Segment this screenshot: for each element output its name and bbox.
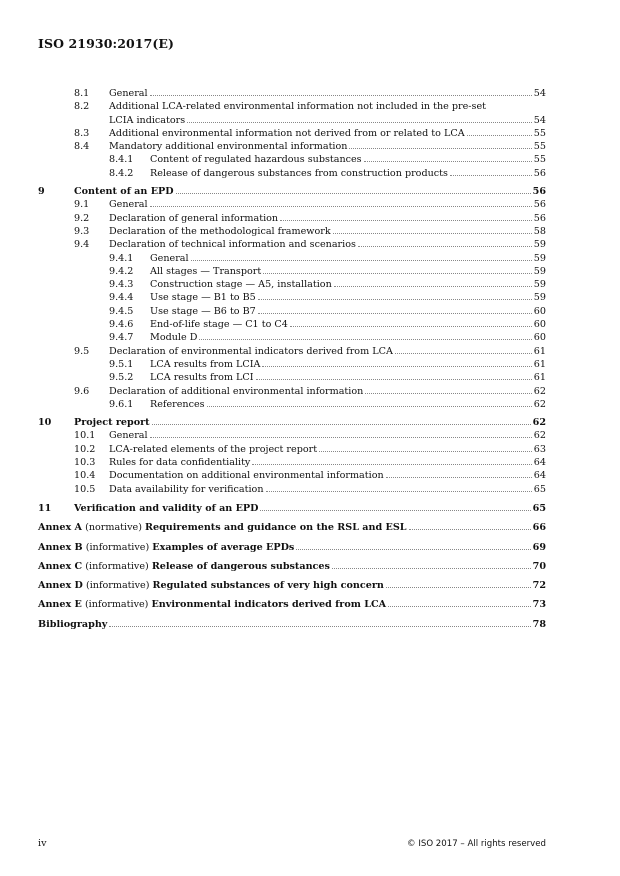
toc-page: 58 [533, 225, 546, 237]
toc-title: LCA-related elements of the project report [109, 443, 318, 455]
copyright-notice: © ISO 2017 – All rights reserved [407, 839, 546, 849]
toc-number: 9 [38, 186, 45, 198]
toc-entry-9-4-4[interactable] [38, 291, 546, 304]
toc-page: 59 [533, 252, 546, 264]
toc-number: 9.4 [74, 239, 90, 251]
toc-entry-8-2[interactable] [38, 100, 546, 113]
toc-number: 9.4.6 [109, 319, 134, 331]
toc-number: 8.1 [74, 88, 90, 99]
toc-title: Content of an EPD [74, 186, 174, 198]
toc-page: 54 [533, 88, 546, 99]
toc-title: Mandatory additional environmental information [109, 141, 348, 153]
toc-entry-9-4-2[interactable] [38, 265, 546, 278]
toc-number: 9.3 [74, 225, 90, 237]
toc-number: 9.6.1 [109, 398, 134, 410]
annex-label: Annex C [38, 560, 83, 572]
toc-entry-9-4-3[interactable] [38, 278, 546, 291]
toc-page: 59 [533, 292, 546, 304]
toc-entry-10-2[interactable] [38, 443, 546, 456]
toc-title: Additional LCA-related environmental information not included in the pre-set [109, 101, 486, 113]
toc-title: Bibliography [38, 618, 108, 630]
toc-page: 63 [533, 443, 546, 455]
toc-page: 56 [533, 199, 546, 211]
toc-entry-9-5[interactable] [38, 345, 546, 358]
toc-number: 9.5.2 [109, 372, 134, 384]
toc-entry-9[interactable] [38, 185, 546, 198]
toc-title: Project report [74, 417, 150, 429]
toc-page: 66 [532, 522, 546, 534]
toc-title: End-of-life stage — C1 to C4 [150, 319, 288, 331]
toc-title: Documentation on additional environmental information [109, 470, 384, 482]
toc-page: 62 [532, 417, 546, 429]
toc-number: 11 [38, 502, 52, 514]
toc-title: References [150, 398, 205, 410]
toc-entry-9-5-2[interactable] [38, 371, 546, 384]
toc-title: Use stage — B6 to B7 [150, 305, 256, 317]
toc-number: 10 [38, 417, 52, 429]
toc-number: 8.4 [74, 141, 90, 153]
toc-page: 61 [533, 372, 546, 384]
toc-number: 9.4.2 [109, 265, 134, 277]
toc-entry-8-1[interactable] [38, 87, 546, 100]
toc-number: 10.1 [74, 430, 96, 442]
document-id: ISO 21930:2017(E) [38, 36, 175, 51]
toc-page: 59 [533, 265, 546, 277]
toc-entry-9-6-1[interactable] [38, 398, 546, 411]
toc-entry-annex-e[interactable] [38, 598, 546, 611]
toc-entry-8-4-1[interactable] [38, 153, 546, 166]
toc-number: 9.5.1 [109, 358, 134, 370]
toc-number: 8.3 [74, 127, 90, 139]
toc-title: Construction stage — A5, installation [150, 279, 332, 291]
toc-title: Rules for data confidentiality [109, 457, 251, 469]
toc-number: 9.4.5 [109, 305, 134, 317]
toc-page: 73 [532, 599, 546, 611]
toc-page: 55 [533, 141, 546, 153]
toc-title: Verification and validity of an EPD [74, 502, 259, 514]
toc-title: Declaration of additional environmental information [109, 385, 364, 397]
toc-page: 60 [533, 332, 546, 344]
annex-title: Examples of average EPDs [152, 541, 295, 553]
toc-title: General [109, 88, 148, 99]
annex-title: Requirements and guidance on the RSL and ESL [145, 522, 407, 534]
toc-entry-9-5-1[interactable] [38, 358, 546, 371]
toc-entry-10-4[interactable] [38, 469, 546, 482]
toc-title: Declaration of technical information and scenarios [109, 239, 356, 251]
toc-entry-9-4-5[interactable] [38, 305, 546, 318]
toc-entry-9-6[interactable] [38, 385, 546, 398]
toc-number: 9.5 [74, 345, 90, 357]
toc-title: Data availability for verification [109, 483, 264, 495]
toc-page: 65 [532, 502, 546, 514]
toc-entry-annex-b[interactable] [38, 541, 546, 554]
toc-entry-9-4-1[interactable] [38, 252, 546, 265]
toc-title: LCA results from LCI [150, 372, 254, 384]
toc-number: 10.5 [74, 483, 96, 495]
toc-entry-annex-a[interactable] [38, 521, 546, 534]
toc-title: Declaration of environmental indicators derived from LCA [109, 345, 393, 357]
toc-entry-8-4[interactable] [38, 140, 546, 153]
toc-title: General [109, 199, 148, 211]
toc-number: 8.4.2 [109, 167, 134, 179]
toc-number: 9.2 [74, 212, 90, 224]
toc-page: 64 [533, 457, 546, 469]
toc-number: 9.4.4 [109, 292, 134, 304]
toc-page: 55 [533, 127, 546, 139]
toc-page: 61 [533, 358, 546, 370]
annex-title: Environmental indicators derived from LCA [151, 599, 387, 611]
toc-entry-8-4-2[interactable] [38, 167, 546, 180]
toc-page: 59 [533, 239, 546, 251]
annex-label: Annex B [38, 541, 83, 553]
toc-entry-9-4-6[interactable] [38, 318, 546, 331]
toc-title: Declaration of the methodological framework [109, 225, 331, 237]
toc-page: 55 [533, 154, 546, 166]
toc-number: 9.1 [74, 199, 90, 211]
toc-title: General [109, 430, 148, 442]
toc-number: 8.4.1 [109, 154, 134, 166]
annex-kind: (informative) [84, 599, 149, 611]
toc-number: 9.4.1 [109, 252, 134, 264]
toc-page: 61 [533, 345, 546, 357]
toc-page: 56 [533, 212, 546, 224]
toc-entry-8-2-continued[interactable] [38, 114, 546, 127]
toc-title: LCA results from LCIA [150, 358, 261, 370]
annex-title: Regulated substances of very high concern [152, 580, 384, 592]
annex-label: Annex E [38, 599, 82, 611]
toc-page: 62 [533, 385, 546, 397]
toc-title: Declaration of general information [109, 212, 279, 224]
toc-title-continued: LCIA indicators [109, 114, 186, 126]
toc-title: General [150, 252, 189, 264]
annex-kind: (normative) [85, 522, 142, 534]
toc-title: All stages — Transport [150, 265, 262, 277]
toc-number: 9.4.7 [109, 332, 134, 344]
annex-kind: (informative) [85, 560, 149, 572]
toc-number: 10.3 [74, 457, 96, 469]
toc-entry-10-1[interactable] [38, 429, 546, 442]
toc-entry-9-4-7[interactable] [38, 331, 546, 344]
toc-title: Additional environmental information not derived from or related to LCA [109, 127, 465, 139]
toc-page: 78 [532, 618, 546, 630]
toc-title: Module D [150, 332, 198, 344]
toc-entry-10-5[interactable] [38, 483, 546, 496]
toc-page: 54 [533, 114, 546, 126]
toc-number: 9.6 [74, 385, 90, 397]
toc-number: 10.4 [74, 470, 96, 482]
toc-entry-10-3[interactable] [38, 456, 546, 469]
toc-entry-9-4[interactable] [38, 238, 546, 251]
toc-title: Release of dangerous substances from construction products [150, 167, 448, 179]
annex-kind: (informative) [85, 580, 150, 592]
toc-title: Use stage — B1 to B5 [150, 292, 256, 304]
toc-entry-annex-d[interactable] [38, 579, 546, 592]
toc-page: 56 [533, 167, 546, 179]
annex-kind: (informative) [85, 541, 150, 553]
toc-page: 56 [532, 186, 546, 198]
toc-entry-9-2[interactable] [38, 212, 546, 225]
toc-entry-bibliography[interactable] [38, 618, 546, 631]
toc-entry-11[interactable] [38, 502, 546, 515]
page-number: iv [38, 838, 47, 849]
toc-entry-9-3[interactable] [38, 225, 546, 238]
toc-entry-10[interactable] [38, 416, 546, 429]
annex-title: Release of dangerous substances [151, 560, 330, 572]
toc-entry-8-3[interactable] [38, 127, 546, 140]
toc-title: Content of regulated hazardous substances [150, 154, 362, 166]
toc-number: 10.2 [74, 443, 96, 455]
toc-number: 9.4.3 [109, 279, 134, 291]
toc-page: 62 [533, 430, 546, 442]
toc-page: 70 [532, 560, 546, 572]
toc-page: 64 [533, 470, 546, 482]
annex-label: Annex D [38, 580, 83, 592]
toc-entry-annex-c[interactable] [38, 560, 546, 573]
toc-number: 8.2 [74, 101, 90, 113]
toc-page: 62 [533, 398, 546, 410]
toc-page: 69 [532, 541, 546, 553]
table-of-contents [38, 87, 546, 631]
toc-page: 60 [533, 319, 546, 331]
toc-entry-9-1[interactable] [38, 198, 546, 211]
annex-label: Annex A [38, 522, 83, 534]
toc-page: 59 [533, 279, 546, 291]
toc-page: 72 [532, 580, 546, 592]
toc-page: 60 [533, 305, 546, 317]
toc-page: 65 [533, 483, 546, 495]
